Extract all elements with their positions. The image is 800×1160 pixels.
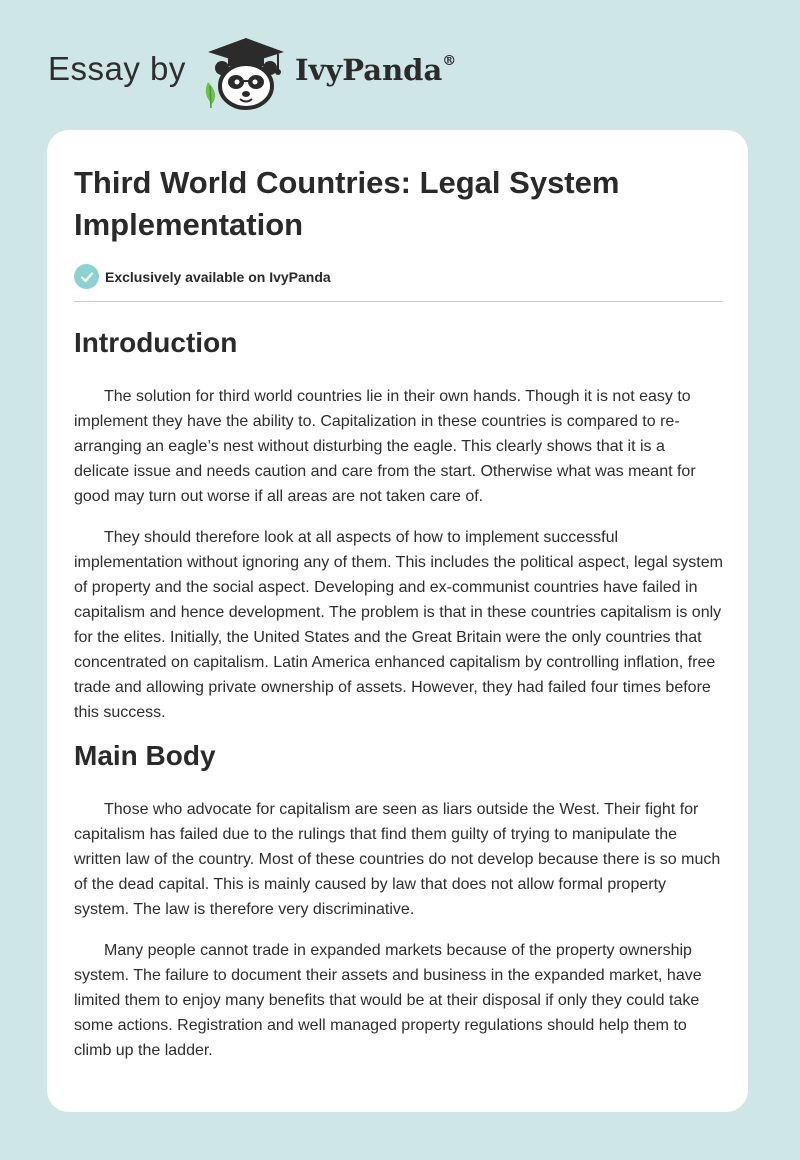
section-heading-introduction: Introduction <box>74 327 238 358</box>
paragraph: Many people cannot trade in expanded markets because of the property ownership system. The failure to document their assets and business in the expanded market, have limited them to enjoy many benefits that would be at their disposal if only they could take some actions. Registration and well managed property regulations should help them to climb up the ladder. <box>74 942 702 1059</box>
brand-name[interactable] <box>295 53 456 87</box>
paragraph: They should therefore look at all aspects of how to implement successful implementation without ignoring any of them. This includes the political aspect, legal system of property and the social aspect. Developing and ex-communist countries have failed in capitalism and hence development. The problem is that in these countries capitalism is only for the elites. Initially, the United States and the Great Britain were the only countries that concentrated on capitalism. Latin America enhanced capitalism by controlling inflation, free trade and allowing private ownership of assets. However, they had failed four times before this success. <box>74 529 723 721</box>
essay-content <box>74 162 723 1063</box>
section-heading-main-body: Main Body <box>74 740 216 771</box>
paragraph: Those who advocate for capitalism are seen as liars outside the West. Their fight for capitalism has failed due to the rulings that find them guilty of trying to manipulate the written law of the country. Most of these countries do not develop because there is so much of the dead capital. This is mainly caused by law that does not allow formal property system. The law is therefore very discriminative. <box>74 801 721 918</box>
paragraph: The solution for third world countries lie in their own hands. Though it is not easy to implement they have the ability to. Capitalization in these countries is compared to re-arranging an eagle’s nest without disturbing the eagle. This clearly shows that it is a delicate issue and needs caution and care from the start. Otherwise what was meant for good may turn out worse if all areas are not taken care of. <box>74 388 696 505</box>
essay-card <box>47 130 748 1112</box>
essay-by-label: Essay by <box>48 50 186 87</box>
exclusive-badge <box>74 264 723 289</box>
badge-text: Exclusively available on IvyPanda <box>105 268 331 285</box>
check-circle-icon <box>74 264 99 289</box>
divider <box>74 301 723 302</box>
brand-label: IvyPanda <box>295 53 443 87</box>
essay-title: Third World Countries: Legal System Implementation <box>74 165 620 242</box>
panda-graduate-icon[interactable] <box>200 34 288 112</box>
site-header <box>48 30 648 110</box>
registered-mark: ® <box>442 53 457 70</box>
